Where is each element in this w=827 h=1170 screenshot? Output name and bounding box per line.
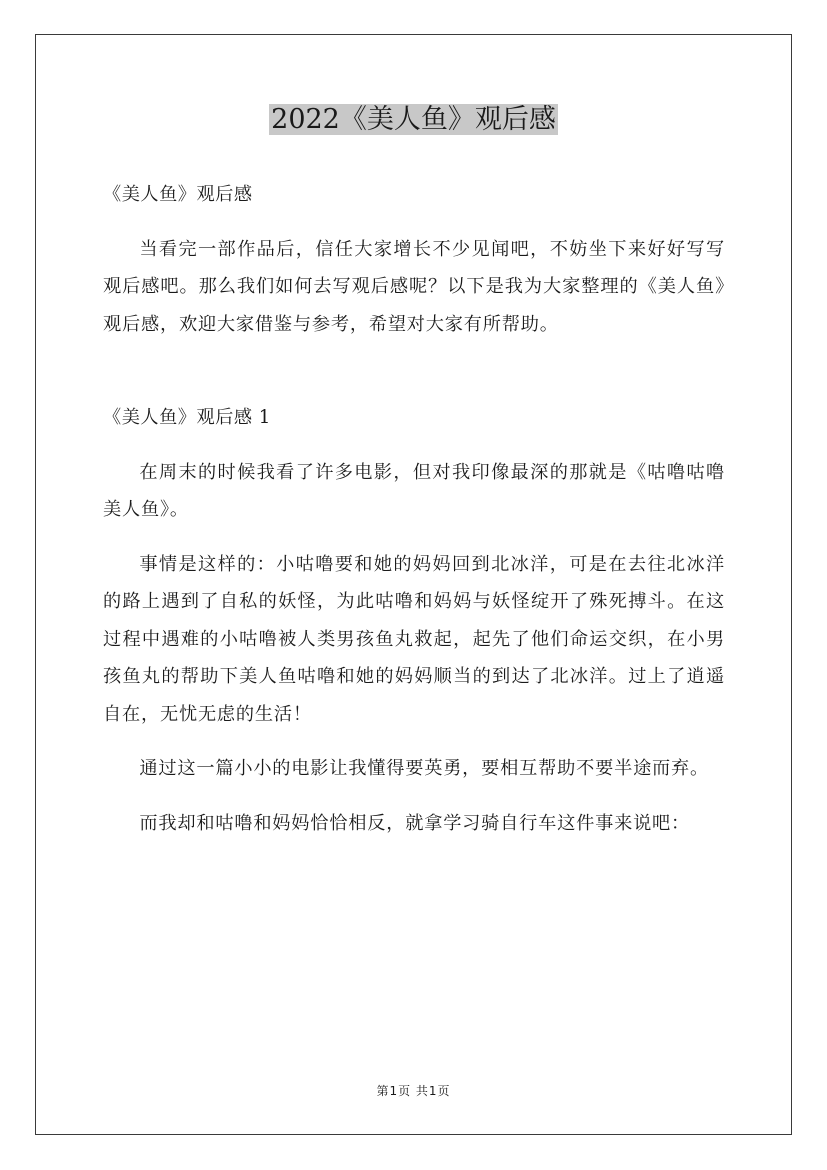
document-subtitle: 《美人鱼》观后感 — [103, 184, 253, 205]
document-title-wrap — [0, 100, 827, 140]
intro-paragraph: 当看完一部作品后，信任大家增长不少见闻吧，不妨坐下来好好写写观后感吧。那么我们如何去写观后感呢？以下是我为大家整理的《美人鱼》观后感，欢迎大家借鉴与参考，希望对大家有所帮助。 — [103, 238, 725, 335]
document-body — [103, 176, 725, 842]
body-paragraph-2: 事情是这样的：小咕噜要和她的妈妈回到北冰洋，可是在去往北冰洋的路上遇到了自私的妖怪，为此咕噜和妈妈与妖怪绽开了殊死搏斗。在这过程中遇难的小咕噜被人类男孩鱼丸救起，起先了他们命运交织，在小男孩鱼丸的帮助下美人鱼咕噜和她的妈妈顺当的到达了北冰洋。过上了逍遥自在，无忧无虑的生活！ — [103, 553, 725, 725]
body-paragraph-1: 在周末的时候我看了许多电影，但对我印像最深的那就是《咕噜咕噜美人鱼》。 — [103, 461, 725, 520]
body-paragraph-3: 通过这一篇小小的电影让我懂得要英勇，要相互帮助不要半途而弃。 — [139, 758, 710, 779]
section-heading: 《美人鱼》观后感 1 — [103, 407, 271, 428]
document-title: 2022《美人鱼》观后感 — [271, 104, 556, 135]
page-footer: 第1页 共1页 — [376, 1084, 451, 1098]
body-paragraph-4: 而我却和咕噜和妈妈恰恰相反，就拿学习骑自行车这件事来说吧： — [139, 812, 691, 834]
